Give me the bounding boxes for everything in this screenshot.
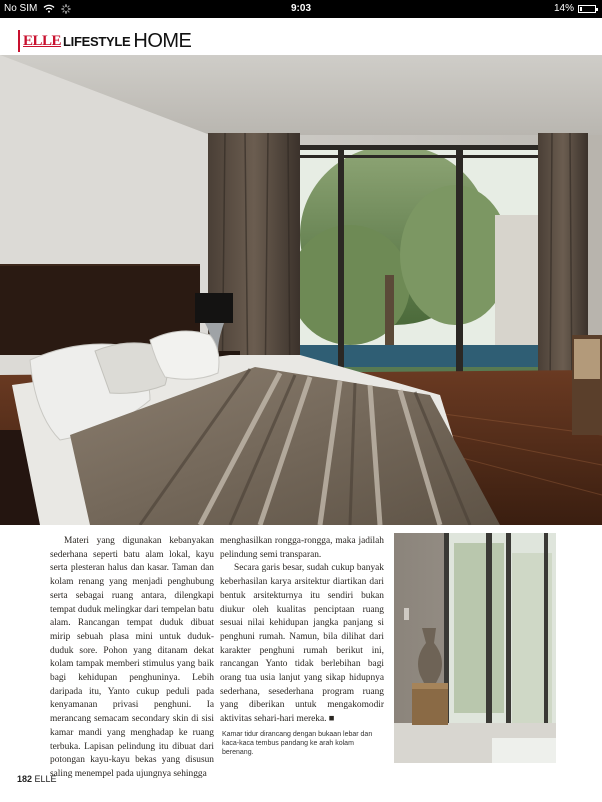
masthead-elle: ELLE [23, 32, 62, 49]
page-number: 182 [17, 774, 33, 784]
masthead-lifestyle: LIFESTYLE [63, 33, 131, 49]
battery-percent: 14% [553, 3, 574, 14]
bedroom-photo [0, 55, 602, 525]
status-bar-right [554, 3, 596, 14]
masthead-home: HOME [133, 29, 192, 52]
article-paragraph: menghasilkan rongga-rongga, maka jadilah pelindung semi transparan. [220, 536, 384, 560]
page-folio [17, 774, 57, 784]
status-bar [0, 0, 602, 18]
photo-caption: Kamar tidur dirancang dengan bukaan lebar dan kaca-kaca tembus pandang ke arah kolam berenang. [222, 731, 373, 756]
magazine-name: ELLE [34, 774, 57, 784]
status-time: 9:03 [290, 3, 311, 14]
article-paragraph: Materi yang digunakan kebanyakan sederhana seperti batu alam lokal, kayu serta plesteran halus dan kasar. Taman dan kolam renang yang menjadi penghubung serta sebagai ruang antara, dilengkapi tempat duduk melingkar dari tempelan batu alam. Rancangan tempat duduk dibuat mirip sebuah plasa mini untuk duduk-duduk sore. Pohon yang ditanam dekat kolam tampak memberi stimulus yang baik bagi kehidupan penghuninya. Lebih daripada itu, Yanto cukup peduli pada kenyamanan privasi penghuni. Ia merancang semacam secondary skin di sisi kamar mandi yang menghadap ke ruang terbuka. Lapisan pelindung itu dibuat dari potongan kayu-kayu bekas yang disusun saling menempel pada ujungnya sehingga [50, 536, 214, 779]
battery-icon [578, 5, 596, 13]
article-paragraph: Secara garis besar, sudah cukup banyak keberhasilan karya arsitektur diartikan dari bentuk arsitekturnya itu sendiri bukan diukur oleh kualitas penciptaan ruang sesuai nilai kehidupan jangka panjang si penghuni rumah. Namun, bila dilihat dari karakter penghuni rumah berikut ini, rancangan Yanto tidak berlebihan bagi orang tua usia lanjut yang sikap hidupnya sederhana, sesederhana program ruang yang diberikan untuk mengakomodir aktivitas sehari-hari mereka. ■ [220, 563, 384, 725]
article-column-2 [220, 535, 384, 727]
article-column-1 [50, 535, 214, 782]
carrier-label: No SIM [4, 3, 38, 14]
section-masthead [18, 30, 191, 52]
battery-fill [580, 7, 582, 11]
vase-photo [394, 533, 556, 763]
